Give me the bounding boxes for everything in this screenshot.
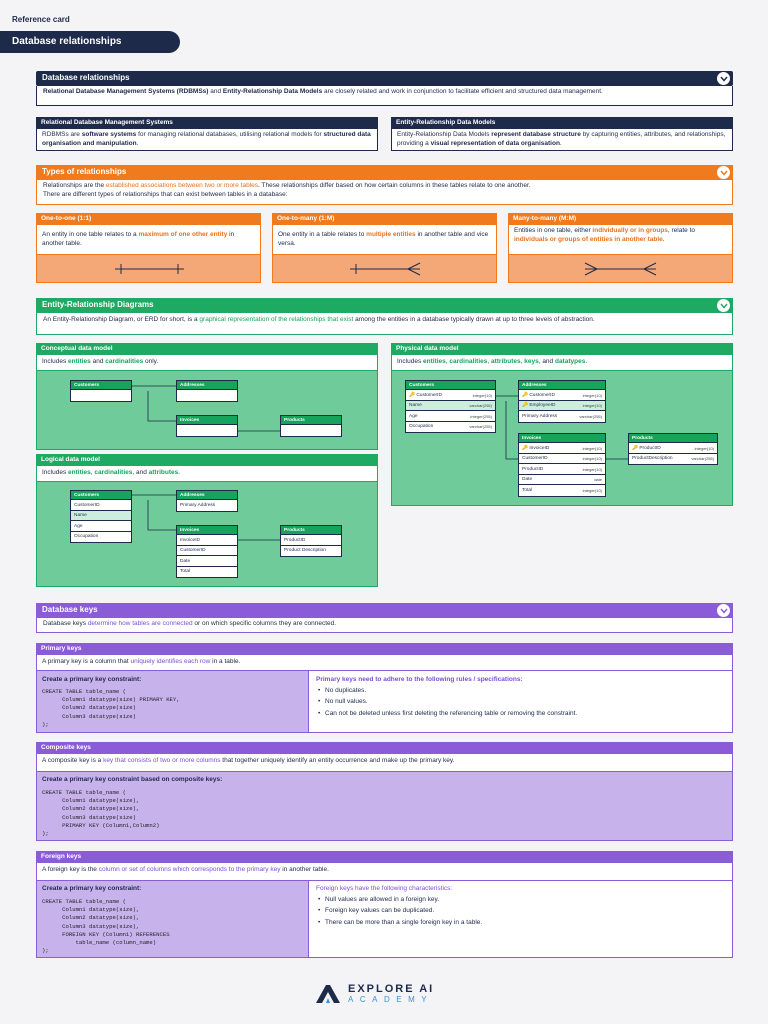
primary-keys-code: CREATE TABLE table_name ( Column1 datatype(size) PRIMARY KEY, Column2 datatype(size) Column3 datatype(size) ); <box>42 688 180 728</box>
brand-subname: ACADEMY <box>348 995 434 1004</box>
rdbms-header: Relational Database Management Systems <box>36 117 378 129</box>
db-relationships-intro: Relational Database Management Systems (RDBMSs) and Entity-Relationship Data Models are closely related and work in conjunction to facilitate efficient and structured data management. <box>36 86 733 106</box>
list-item: • There can be more than a single foreign key in a table. <box>316 919 725 926</box>
card-one-to-many-header: One-to-many (1:M) <box>272 213 497 225</box>
conceptual-customers-table: Customers <box>70 380 132 402</box>
logical-invoices-table: Invoices InvoiceID CustomerID Date Total <box>176 525 238 578</box>
foreign-keys-code-panel: Create a primary key constraint: CREATE TABLE table_name ( Column1 datatype(size), Column2 datatype(size), Column3 datatype(size), FOREIGN KEY (Column1) REFERENCES table_name (column_name) ); <box>36 880 309 958</box>
primary-keys-header: Primary keys <box>36 643 733 655</box>
physical-invoices-table: Invoices 🔑 InvoiceID integer(10) CustomerID integer(10) ProductID integer(10) Date date Total integer(10) <box>518 433 606 497</box>
conceptual-products-table: Products <box>280 415 342 437</box>
erd-intro: An Entity-Relationship Diagram, or ERD for short, is a graphical representation of the relationships that exist among the entities in a database typically drawn at up to three levels of abstraction. <box>36 313 733 335</box>
conceptual-invoices-table: Invoices <box>176 415 238 437</box>
list-item: • Null values are allowed in a foreign key. <box>316 896 725 903</box>
explore-ai-logo <box>316 982 456 1006</box>
section-title: Database relationships <box>42 73 130 82</box>
physical-header: Physical data model <box>391 343 733 355</box>
list-item: • No duplicates. <box>316 687 725 694</box>
key-icon: 🔑 <box>522 392 528 398</box>
key-icon: 🔑 <box>632 445 638 451</box>
conceptual-header: Conceptual data model <box>36 343 378 355</box>
page-title: Database relationships <box>0 31 180 53</box>
keys-intro: Database keys determine how tables are connected or on which specific columns they are connected. <box>36 618 733 633</box>
foreign-keys-header: Foreign keys <box>36 851 733 863</box>
key-icon: 🔑 <box>409 392 415 398</box>
physical-desc: Includes entities, cardinalities, attributes, keys, and datatypes. <box>391 355 733 370</box>
erd-header: Entity-Relationship Diagrams <box>36 298 733 313</box>
reference-card-label: Reference card <box>12 15 70 24</box>
composite-keys-header: Composite keys <box>36 742 733 754</box>
key-icon: 🔑 <box>522 445 528 451</box>
types-intro: Relationships are the established associations between two or more tables. These relationships differ based on how certain columns in these tables relate to one another. There are different types of relationships that can exist between tables in a database: <box>36 180 733 205</box>
logical-header: Logical data model <box>36 454 378 466</box>
card-one-to-one-text: An entity in one table relates to a maximum of one other entity in another table. <box>36 225 261 254</box>
chevron-down-icon[interactable] <box>716 603 731 618</box>
logical-products-table: Products ProductID Product Description <box>280 525 342 557</box>
conceptual-addresses-table: Addresses <box>176 380 238 402</box>
logical-desc: Includes entities, cardinalities, and attributes. <box>36 466 378 481</box>
logical-customers-table: Customers CustomerID Name Age Occupation <box>70 490 132 543</box>
primary-keys-rules-panel: Primary keys need to adhere to the following rules / specifications: • No duplicates. • No null values. • Can not be deleted unless first deleting the referencing table or removing the constraint. <box>309 670 733 733</box>
primary-keys-desc: A primary key is a column that uniquely identifies each row in a table. <box>36 655 733 670</box>
keys-header: Database keys <box>36 603 733 618</box>
card-many-to-many-header: Many-to-many (M:M) <box>508 213 733 225</box>
brand-name: EXPLORE AI <box>348 983 435 995</box>
types-header: Types of relationships <box>36 165 733 180</box>
physical-customers-table: Customers 🔑 CustomerID integer(10) Name varchar(255) Age integer(255) Occupation varchar(255) <box>405 380 496 433</box>
card-one-to-many-text: One entity in a table relates to multiple entities in another table and vice versa. <box>272 225 497 254</box>
logical-addresses-table: Addresses Primary Address <box>176 490 238 512</box>
erdm-header: Entity-Relationship Data Models <box>391 117 733 129</box>
list-item: • No null values. <box>316 698 725 705</box>
key-icon: 🔑 <box>522 403 528 408</box>
composite-keys-code: CREATE TABLE table_name ( Column1 datatype(size), Column2 datatype(size), Column3 datatype(size) PRIMARY KEY (Column1,Column2) ); <box>42 789 160 838</box>
foreign-keys-desc: A foreign key is the column or set of columns which corresponds to the primary key in another table. <box>36 863 733 880</box>
card-one-to-one-header: One-to-one (1:1) <box>36 213 261 225</box>
composite-keys-desc: A composite key is a key that consists of two or more columns that together uniquely identify an entity occurrence and make up the primary key. <box>36 754 733 771</box>
physical-addresses-table: Addresses 🔑 CustomerID integer(10) 🔑 EmployeeID integer(10) Primary Address varchar(255) <box>518 380 606 423</box>
logo-mark-icon <box>316 984 340 1003</box>
foreign-keys-rules-panel: Foreign keys have the following characteristics: • Null values are allowed in a foreign key. • Foreign key values can be duplicated. • There can be more than a single foreign key in a table. <box>309 880 733 958</box>
foreign-keys-code: CREATE TABLE table_name ( Column1 datatype(size), Column2 datatype(size), Column3 datatype(size), FOREIGN KEY (Column1) REFERENCES table_name (column_name) ); <box>42 898 170 955</box>
rdbms-text: RDBMSs are software systems for managing relational databases, utilising relational models for structured data organisation and manipulation. <box>36 129 378 151</box>
list-item: • Can not be deleted unless first deleting the referencing table or removing the constraint. <box>316 710 725 717</box>
erdm-text: Entity-Relationship Data Models represent database structure by capturing entities, attributes, and relationships, providing a visual representation of data organisation. <box>391 129 733 151</box>
primary-keys-code-panel: Create a primary key constraint: CREATE TABLE table_name ( Column1 datatype(size) PRIMARY KEY, Column2 datatype(size) Column3 datatype(size) ); <box>36 670 309 733</box>
card-many-to-many-text: Entities in one table, either individually or in groups, relate to individuals or groups of entities in another table. <box>508 225 733 254</box>
composite-keys-code-panel: Create a primary key constraint based on composite keys: CREATE TABLE table_name ( Column1 datatype(size), Column2 datatype(size), Column3 datatype(size) PRIMARY KEY (Column1,Column2) ); <box>36 771 733 841</box>
list-item: • Foreign key values can be duplicated. <box>316 907 725 914</box>
conceptual-desc: Includes entities and cardinalities only. <box>36 355 378 370</box>
physical-products-table: Products 🔑 ProductID integer(10) ProductDescription varchar(255) <box>628 433 718 465</box>
